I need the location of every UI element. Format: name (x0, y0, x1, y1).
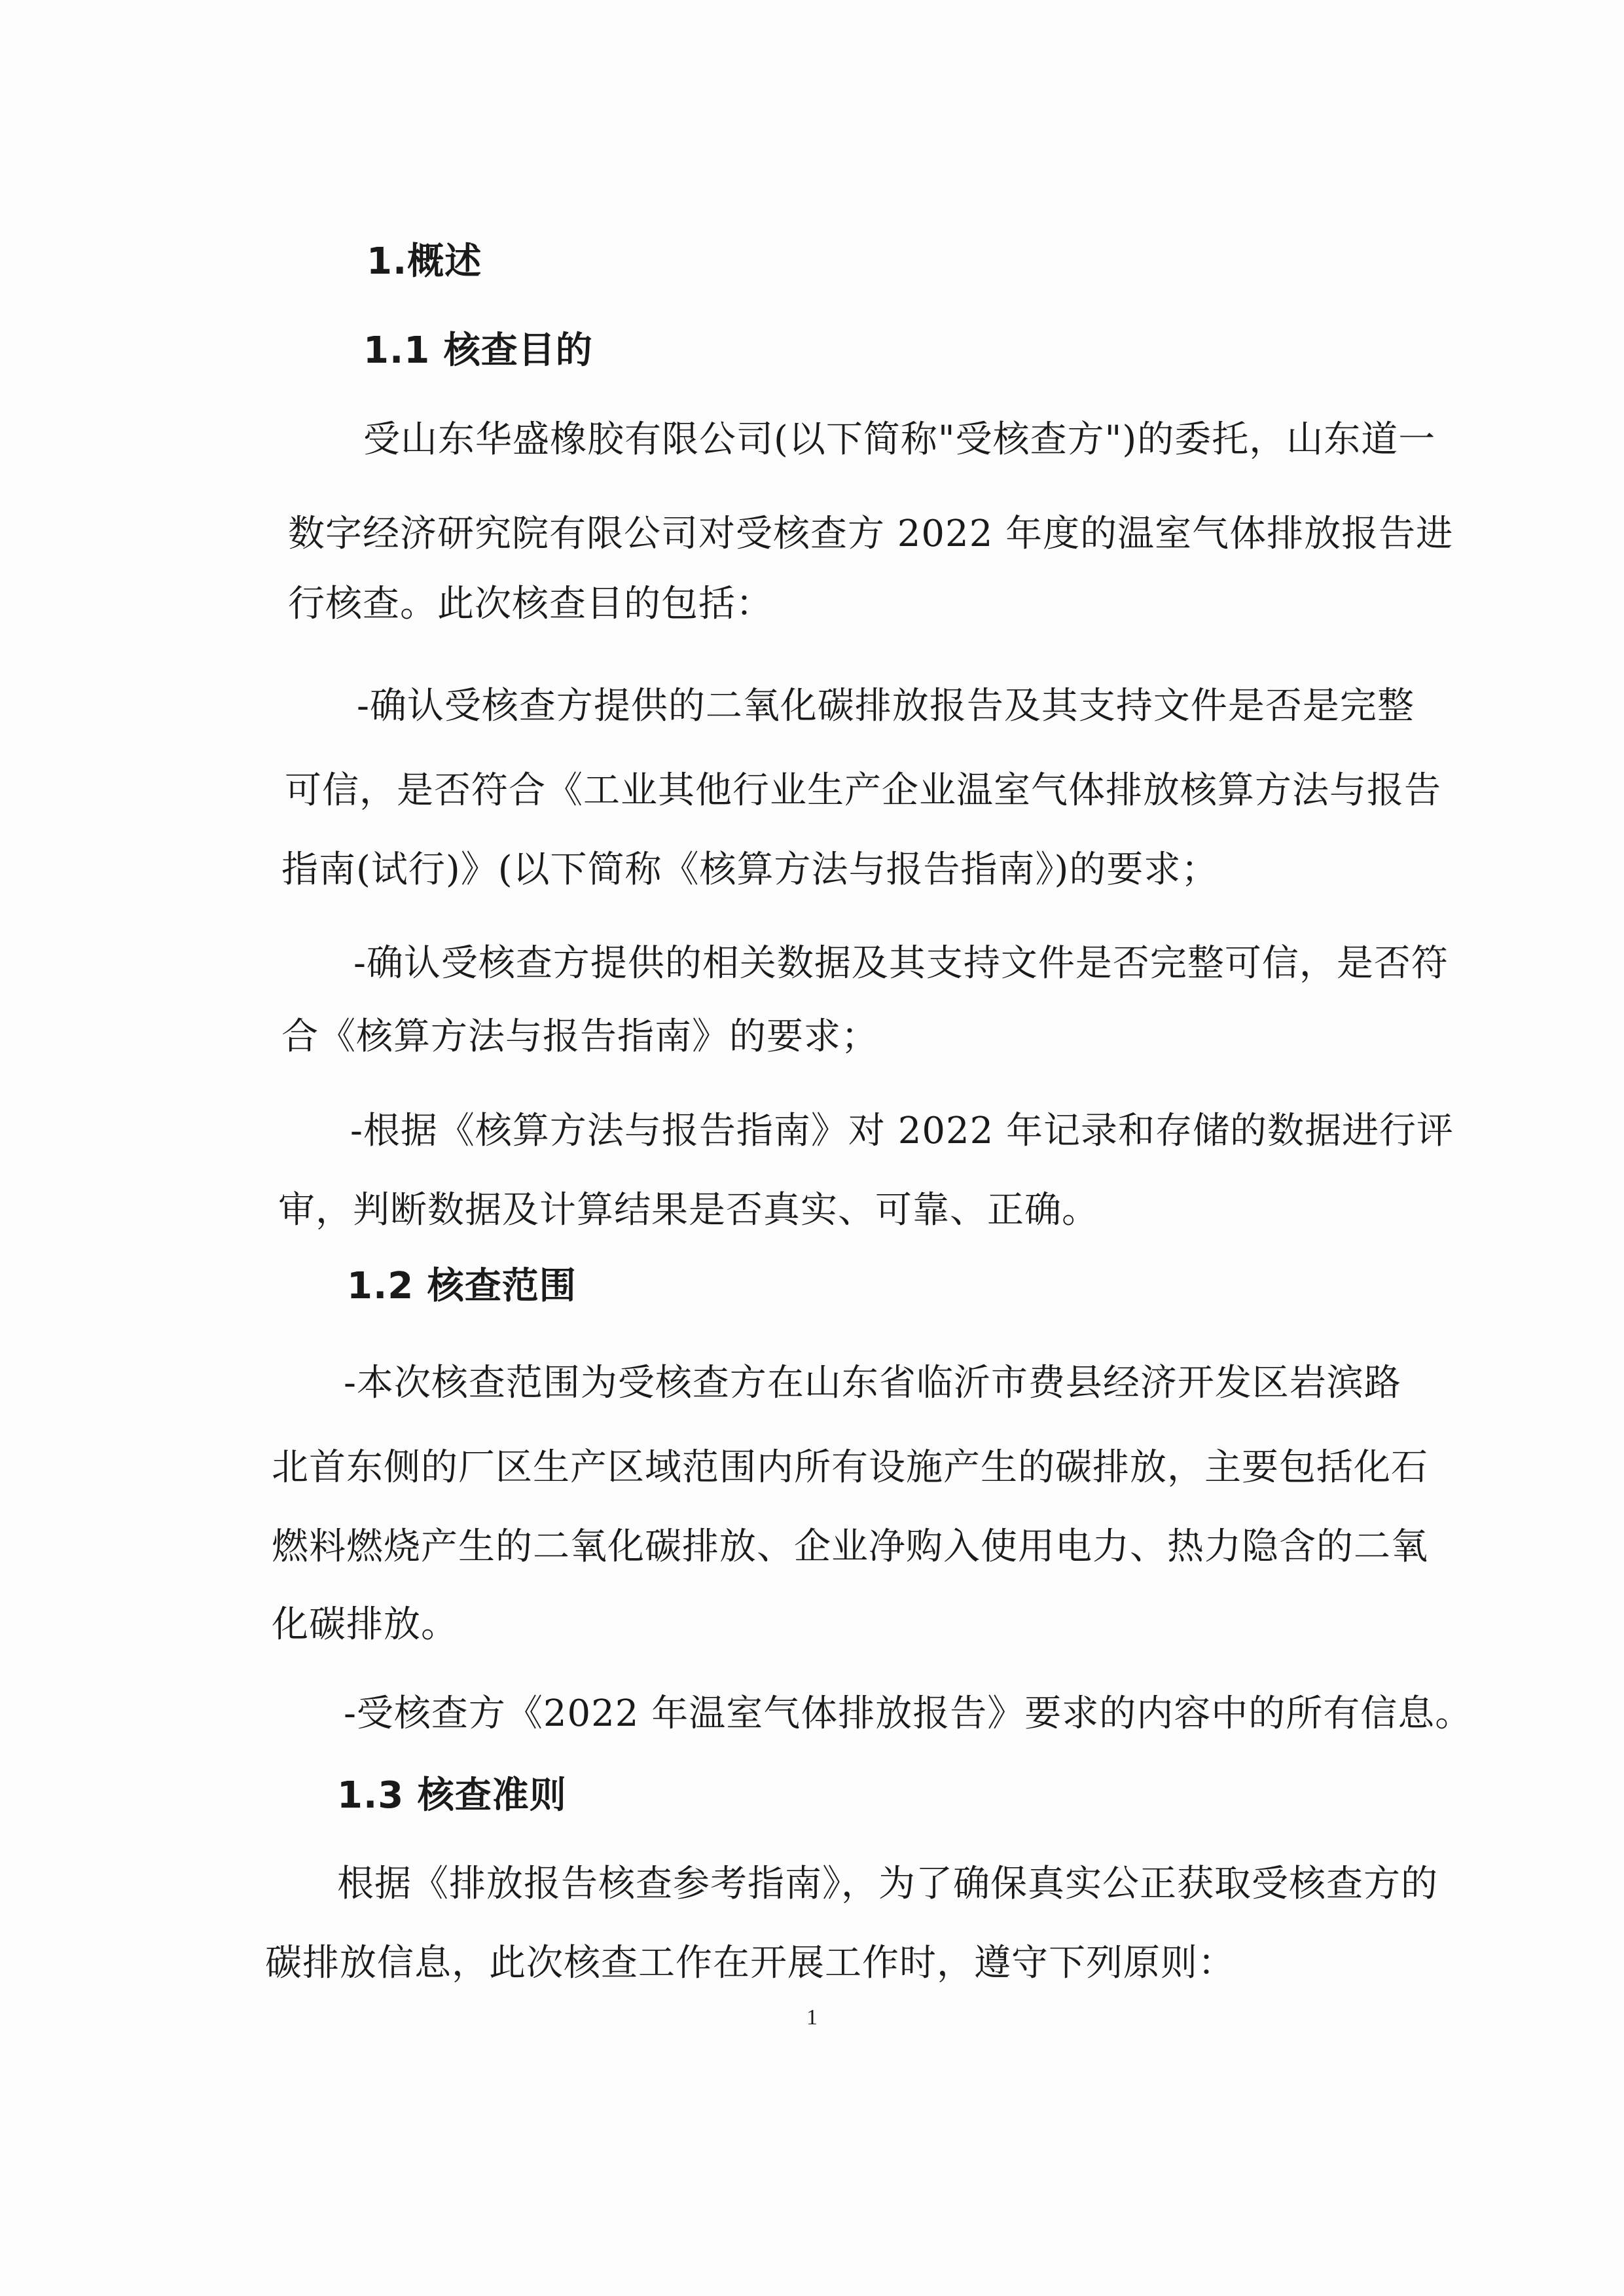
text-line: -根据《核算方法与报告指南》对 2022 年记录和存储的数据进行评 (350, 1110, 1454, 1152)
heading-overview: 1.概述 (367, 240, 482, 283)
text-line: 可信，是否符合《工业其他行业生产企业温室气体排放核算方法与报告 (285, 769, 1441, 812)
text-line: 燃料燃烧产生的二氧化碳排放、企业净购入使用电力、热力隐含的二氧 (272, 1525, 1428, 1568)
text-line: 数字经济研究院有限公司对受核查方 2022 年度的温室气体排放报告进 (288, 513, 1454, 555)
text-line: -受核查方《2022 年温室气体排放报告》要求的内容中的所有信息。 (344, 1692, 1473, 1735)
text-line: 化碳排放。 (272, 1603, 458, 1646)
text-line: 根据《排放报告核查参考指南》，为了确保真实公正获取受核查方的 (337, 1863, 1438, 1905)
page-number: 1 (806, 2005, 818, 2030)
text-line: 北首东侧的厂区生产区域范围内所有设施产生的碳排放，主要包括化石 (272, 1446, 1428, 1489)
text-line: 碳排放信息，此次核查工作在开展工作时，遵守下列原则： (265, 1942, 1235, 1984)
text-line: 受山东华盛橡胶有限公司(以下简称"受核查方")的委托，山东道一 (363, 418, 1436, 461)
heading-verification-criteria: 1.3 核查准则 (337, 1774, 567, 1817)
text-line: -确认受核查方提供的二氧化碳排放报告及其支持文件是否是完整 (357, 685, 1415, 727)
text-line: 审，判断数据及计算结果是否真实、可靠、正确。 (278, 1189, 1099, 1231)
text-line: 指南(试行)》(以下简称《核算方法与报告指南》)的要求； (281, 848, 1219, 891)
text-line: -确认受核查方提供的相关数据及其支持文件是否完整可信，是否符 (353, 942, 1449, 985)
text-line: 行核查。此次核查目的包括： (288, 583, 773, 625)
heading-verification-purpose: 1.1 核查目的 (363, 329, 593, 372)
text-line: 合《核算方法与报告指南》的要求； (281, 1015, 878, 1058)
heading-verification-scope: 1.2 核查范围 (347, 1265, 577, 1307)
text-line: -本次核查范围为受核查方在山东省临沂市费县经济开发区岩滨路 (344, 1362, 1401, 1404)
